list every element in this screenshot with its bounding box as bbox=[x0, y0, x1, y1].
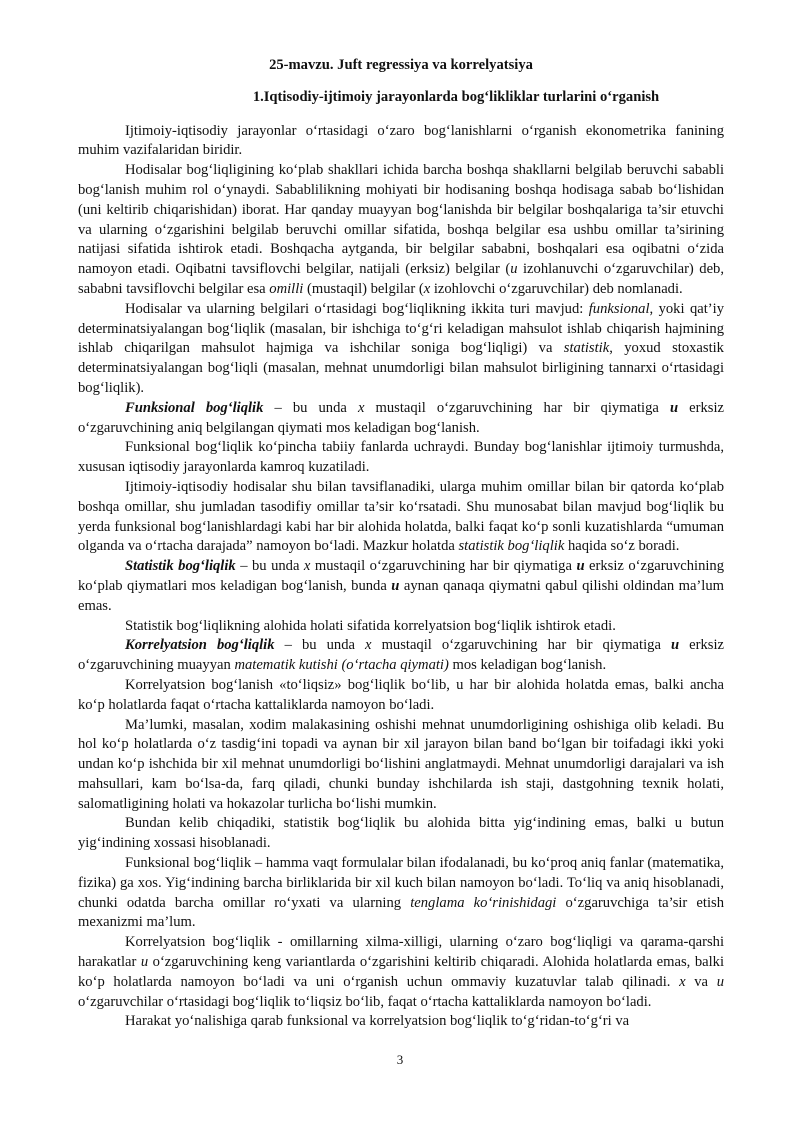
text-run: u bbox=[716, 973, 724, 990]
text-run: statistik bog‘liqlik bbox=[458, 538, 565, 555]
paragraph bbox=[78, 676, 724, 716]
text-run: o‘zgaruvchiga ta’sir etish mexanizmi ma’lum. bbox=[78, 894, 724, 931]
text-run: Harakat yo‘nalishiga qarab funksional va korrelyatsion bog‘liqlik to‘g‘ridan-to‘g‘ri va bbox=[125, 1013, 630, 1030]
text-run: aynan qanaqa qiymatni qabul qilishi oldindan ma’lum emas. bbox=[78, 577, 724, 614]
text-run: x bbox=[679, 973, 686, 990]
text-run: (mustaqil) belgilar ( bbox=[303, 280, 424, 297]
document-title: 25-mavzu. Juft regressiya va korrelyatsiya bbox=[269, 57, 533, 73]
text-run: u bbox=[391, 577, 400, 594]
paragraph bbox=[78, 933, 724, 1012]
text-run: u bbox=[140, 954, 149, 971]
text-run: Hodisalar va ularning belgilari o‘rtasidagi bog‘liqlikning ikkita turi mavjud: bbox=[125, 300, 589, 317]
document-body bbox=[78, 122, 724, 1033]
text-run: matematik kutishi (o‘rtacha qiymati) bbox=[234, 657, 449, 674]
paragraph bbox=[78, 478, 724, 557]
text-run: o‘zgaruvchining keng variantlarda o‘zgarishini keltirib chiqaradi. Alohida holatlarda emas, balki ko‘p holatlarda namoyon bo‘ladi va uni o‘rganish uchun ommaviy kuzatuvlar talab qilinadi. bbox=[78, 954, 725, 990]
text-run: u bbox=[669, 399, 679, 416]
text-run: erksiz o‘zgaruvchining aniq belgilangan qiymati mos keladigan bog‘lanish. bbox=[78, 399, 725, 436]
text-run: x bbox=[365, 637, 372, 654]
text-run: mustaqil o‘zgaruvchining har bir qiymatiga bbox=[310, 558, 577, 575]
text-run: – bu unda bbox=[274, 637, 366, 654]
text-run: haqida so‘z boradi. bbox=[564, 538, 680, 555]
paragraph bbox=[78, 636, 724, 676]
text-run: tenglama ko‘rinishidagi bbox=[410, 894, 557, 911]
text-run: Ijtimoiy-iqtisodiy hodisalar shu bilan tavsiflanadiki, ularga muhim omillar bilan bir qatorda ko‘plab boshqa omillar, shu jumladan tasodifiy omillar ta’sir ko‘rsatadi. Shu munosabat bilan mavjud bog‘liqlik bu yerda funksional bog‘lanishlardagi kabi har bir alohida holatda, balki faqat ko‘p sonli kuzatishlarda “umuman olganda va o‘rtacha darajada” namoyon bo‘ladi. Mazkur holatda bbox=[78, 478, 724, 555]
text-run: x bbox=[303, 558, 311, 575]
text-run: – bu unda bbox=[235, 558, 304, 575]
text-run: – bu unda bbox=[263, 399, 358, 416]
text-run: Statistik bog‘liqlikning alohida holati sifatida korrelyatsion bog‘liqlik ishtirok etadi. bbox=[125, 617, 616, 634]
text-run: Korrelyatsion bog‘lanish «to‘liqsiz» bog‘liqlik bo‘lib, u har bir alohida holatda emas, balki ancha ko‘p holatlarda faqat o‘rtacha kattaliklarda namoyon bo‘ladi. bbox=[78, 676, 724, 713]
text-run: Ijtimoiy-iqtisodiy jarayonlar o‘rtasidagi o‘zaro bog‘lanishlarni o‘rganish ekonometrika fanining muhim vazifalaridan biridir. bbox=[78, 122, 724, 159]
text-run: u bbox=[670, 637, 680, 654]
text-run: Bundan kelib chiqadiki, statistik bog‘liqlik bu alohida bitta yig‘indining emas, balki u butun yig‘indining xossasi hisoblanadi. bbox=[78, 815, 724, 852]
paragraph bbox=[78, 854, 724, 933]
text-run: erksiz o‘zgaruvchining ko‘plab qiymatlari mos keladigan bog‘lanish, bunda bbox=[78, 558, 725, 594]
text-run: o‘zgaruvchilar o‘rtasidagi bog‘liqlik to‘liqsiz bo‘lib, faqat o‘rtacha kattaliklarda namoyon bo‘ladi. bbox=[78, 993, 652, 1010]
text-run: statistik bbox=[563, 340, 610, 357]
text-run: Korrelyatsion bog‘liqlik - omillarning xilma-xilligi, ularning o‘zaro bog‘liqligi va qarama-qarshi harakatlar bbox=[78, 934, 724, 971]
document-page bbox=[78, 56, 724, 1032]
paragraph bbox=[78, 716, 724, 815]
text-run: x bbox=[423, 280, 431, 297]
section-heading: 1.Iqtisodiy-ijtimoiy jarayonlarda bog‘likliklar turlarini o‘rganish bbox=[252, 88, 660, 105]
text-run: mustaqil o‘zgaruvchining har bir qiymatiga bbox=[371, 637, 671, 654]
text-run: u bbox=[510, 261, 518, 278]
text-run: Funksional bog‘liqlik – hamma vaqt formulalar bilan ifodalanadi, bu ko‘proq aniq fanlar (matematika, fizika) ga xos. Yig‘indining barcha birliklarida bir xil kuch bilan namoyon bo‘ladi. To‘liq va aniq hisoblanadi, chunki odatda barcha omillar ro‘yxati va ularning bbox=[78, 855, 724, 911]
paragraph bbox=[78, 399, 724, 439]
text-run: Korrelyatsion bog‘liqlik bbox=[125, 637, 275, 654]
paragraph bbox=[78, 161, 724, 300]
paragraph bbox=[78, 438, 724, 478]
text-run: u bbox=[576, 558, 585, 575]
text-run: funksional bbox=[588, 300, 650, 317]
text-run: Hodisalar bog‘liqligining ko‘plab shakllari ichida barcha boshqa shakllarni belgilab beruvchi sababli bog‘lanish muhim rol o‘ynaydi. Sabablilikning mohiyati bir hodisaning boshqa hodisaga sabab bo‘lishidan (uni keltirib chiqarishidan) iborat. Har qanday muayyan bog‘lanishda bir belgilar boshqalariga ta’sir etuvchi va ularning o‘zgarishini belgilab beruvchi omillar sifatida, boshqa belgilar esa ushbu omillar ta’sirining natijasi sifatida ishtirok etadi. Boshqacha aytganda, bir belgilar sababni, boshqalari esa oqibatni o‘zida namoyon etadi. Oqibatni tavsiflovchi belgilar, natijali (erksiz) belgilar ( bbox=[78, 162, 724, 278]
text-run: omilli bbox=[269, 280, 304, 297]
text-run: mos keladigan bog‘lanish. bbox=[448, 657, 607, 674]
text-run: izohlanuvchi o‘zgaruvchilar) deb, sababni tavsiflovchi belgilar esa bbox=[78, 261, 724, 297]
text-run: , yoki qat’iy determinatsiyalangan bog‘liqlik (masalan, bir ishchiga to‘g‘ri keladigan mahsulot ishlab chiqarish hajmining ishlab chiqarilgan mahsulot hajmiga va ishchilar soniga bog‘liqligi) va bbox=[78, 300, 724, 357]
text-run: Funksional bog‘liqlik bbox=[125, 399, 264, 416]
text-run: erksiz o‘zgaruvchining muayyan bbox=[78, 637, 725, 674]
paragraph bbox=[78, 1012, 724, 1032]
text-run: Ma’lumki, masalan, xodim malakasining oshishi mehnat unumdorligining oshishiga olib keladi. Bu hol ko‘p holatlarda o‘z tasdig‘ini topadi va aynan bir xil jarayon bilan band bo‘lgan bir toifadagi ikki yoki undan ko‘p ishchida bir xil mehnat unumdorligi bo‘lishini anglatmaydi. Mehnat unumdorligi darajalari va ish mahsullari, kam bo‘lsa-da, farq qiladi, chunki bunday ishchilarda ish staji, dastgohning texnik holati, salomatligining holati va hokazolar turlicha bo‘lishi mumkin. bbox=[78, 716, 724, 812]
paragraph bbox=[78, 617, 724, 637]
text-run: , yoxud stoxastik determinatsiyalangan bog‘liqli (masalan, mehnat unumdorligi bilan mahsulot birligining tannarxi o‘rtasidagi bog‘liqlik). bbox=[78, 340, 724, 396]
text-run: izohlovchi o‘zgaruvchilar) deb nomlanadi. bbox=[430, 280, 683, 297]
text-run: va bbox=[685, 973, 717, 990]
text-run: Funksional bog‘liqlik ko‘pincha tabiiy fanlarda uchraydi. Bunday bog‘lanishlar ijtimoiy turmushda, xususan iqtisodiy jarayonlarda kamroq kuzatiladi. bbox=[78, 439, 724, 476]
paragraph bbox=[78, 122, 724, 162]
text-run: Statistik bog‘liqlik bbox=[125, 558, 236, 575]
paragraph bbox=[78, 300, 724, 399]
text-run: x bbox=[357, 399, 365, 416]
page-number: 3 bbox=[396, 1052, 404, 1067]
paragraph bbox=[78, 557, 724, 616]
text-run: mustaqil o‘zgaruvchining har bir qiymatiga bbox=[364, 399, 670, 416]
paragraph bbox=[78, 814, 724, 854]
